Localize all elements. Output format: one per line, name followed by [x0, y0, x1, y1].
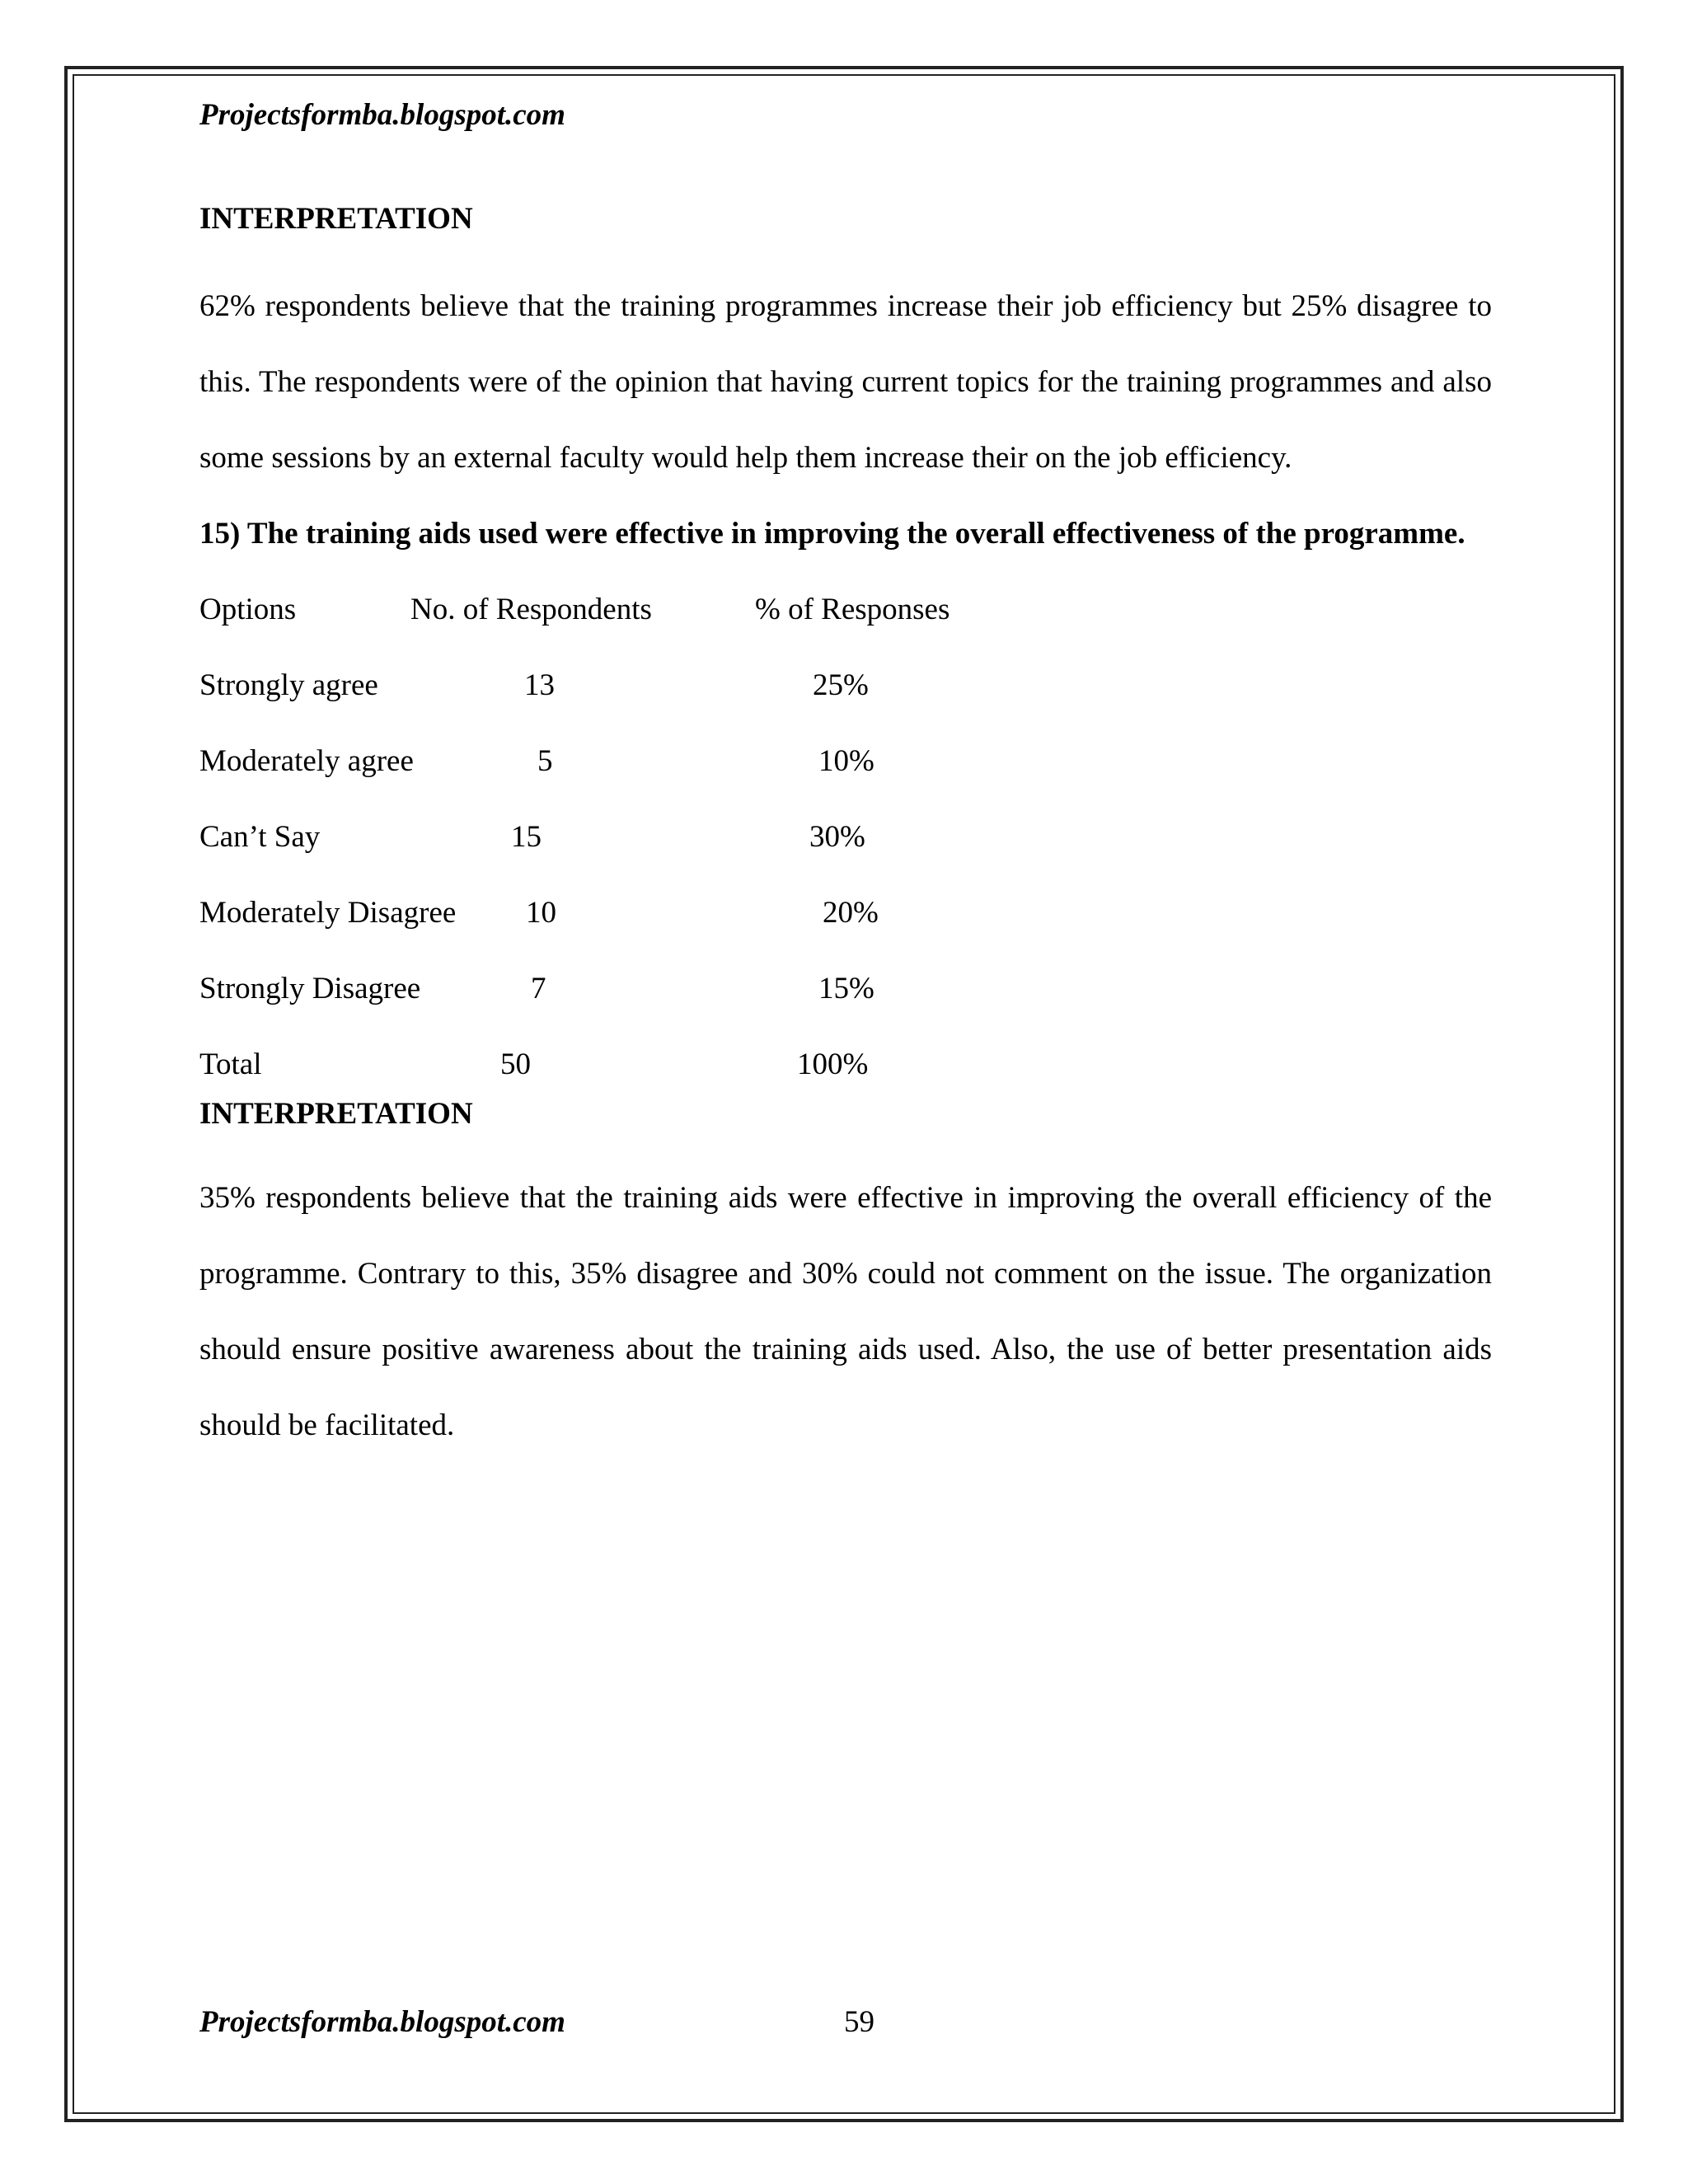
table-cell-percent: 15%	[818, 972, 874, 1005]
table-cell-count: 10	[526, 896, 556, 930]
table-cell-option: Strongly agree	[199, 668, 378, 702]
table-cell-count: 13	[524, 668, 555, 702]
interpretation-heading-1: INTERPRETATION	[199, 202, 473, 236]
table-row	[199, 875, 1189, 951]
table-cell-option: Strongly Disagree	[199, 972, 421, 1005]
table-header-respondents: No. of Respondents	[410, 593, 652, 626]
table-cell-percent: 10%	[818, 744, 874, 778]
table-row	[199, 724, 1189, 799]
interpretation-heading-2: INTERPRETATION	[199, 1097, 473, 1131]
table-cell-percent: 25%	[813, 668, 869, 702]
table-header-row	[199, 572, 1189, 648]
interpretation-paragraph-1: 62% respondents believe that the training programmes increase their job efficiency but 25% disagree to this. The respondents were of the opinion that having current topics for the training programmes and also some sessions by an external faculty would help them increase their on the job efficiency.	[199, 289, 1492, 475]
table-cell-option: Can’t Say	[199, 820, 321, 854]
table-header-options: Options	[199, 593, 297, 626]
table-row	[199, 951, 1189, 1027]
table-cell-percent: 30%	[809, 820, 865, 854]
table-header-responses: % of Responses	[755, 593, 950, 626]
table-cell-option: Total	[199, 1047, 262, 1081]
table-cell-count: 50	[500, 1047, 531, 1081]
table-cell-count: 15	[511, 820, 542, 854]
table-row	[199, 648, 1189, 724]
table-cell-count: 5	[537, 744, 553, 778]
table-cell-option: Moderately Disagree	[199, 896, 457, 930]
table-cell-option: Moderately agree	[199, 744, 414, 778]
question-title: 15) The training aids used were effective in improving the overall effectiveness of the programme.	[199, 517, 1465, 551]
page-content	[199, 194, 1492, 1464]
page-number: 59	[844, 2005, 874, 2039]
interpretation-paragraph-2: 35% respondents believe that the training aids were effective in improving the overall efficiency of the programme. Contrary to this, 35% disagree and 30% could not comment on the issue. The organization should ensure positive awareness about the training aids used. Also, the use of better presentation aids should be facilitated.	[199, 1181, 1492, 1442]
table-cell-count: 7	[531, 972, 546, 1005]
table-row	[199, 799, 1189, 875]
responses-table	[199, 572, 1492, 1081]
table-total-row	[199, 1027, 1189, 1103]
header-site-name: Projectsformba.blogspot.com	[199, 98, 565, 132]
footer-site-name: Projectsformba.blogspot.com	[199, 2005, 565, 2039]
table-cell-percent: 100%	[797, 1047, 869, 1081]
table-cell-percent: 20%	[823, 896, 879, 930]
